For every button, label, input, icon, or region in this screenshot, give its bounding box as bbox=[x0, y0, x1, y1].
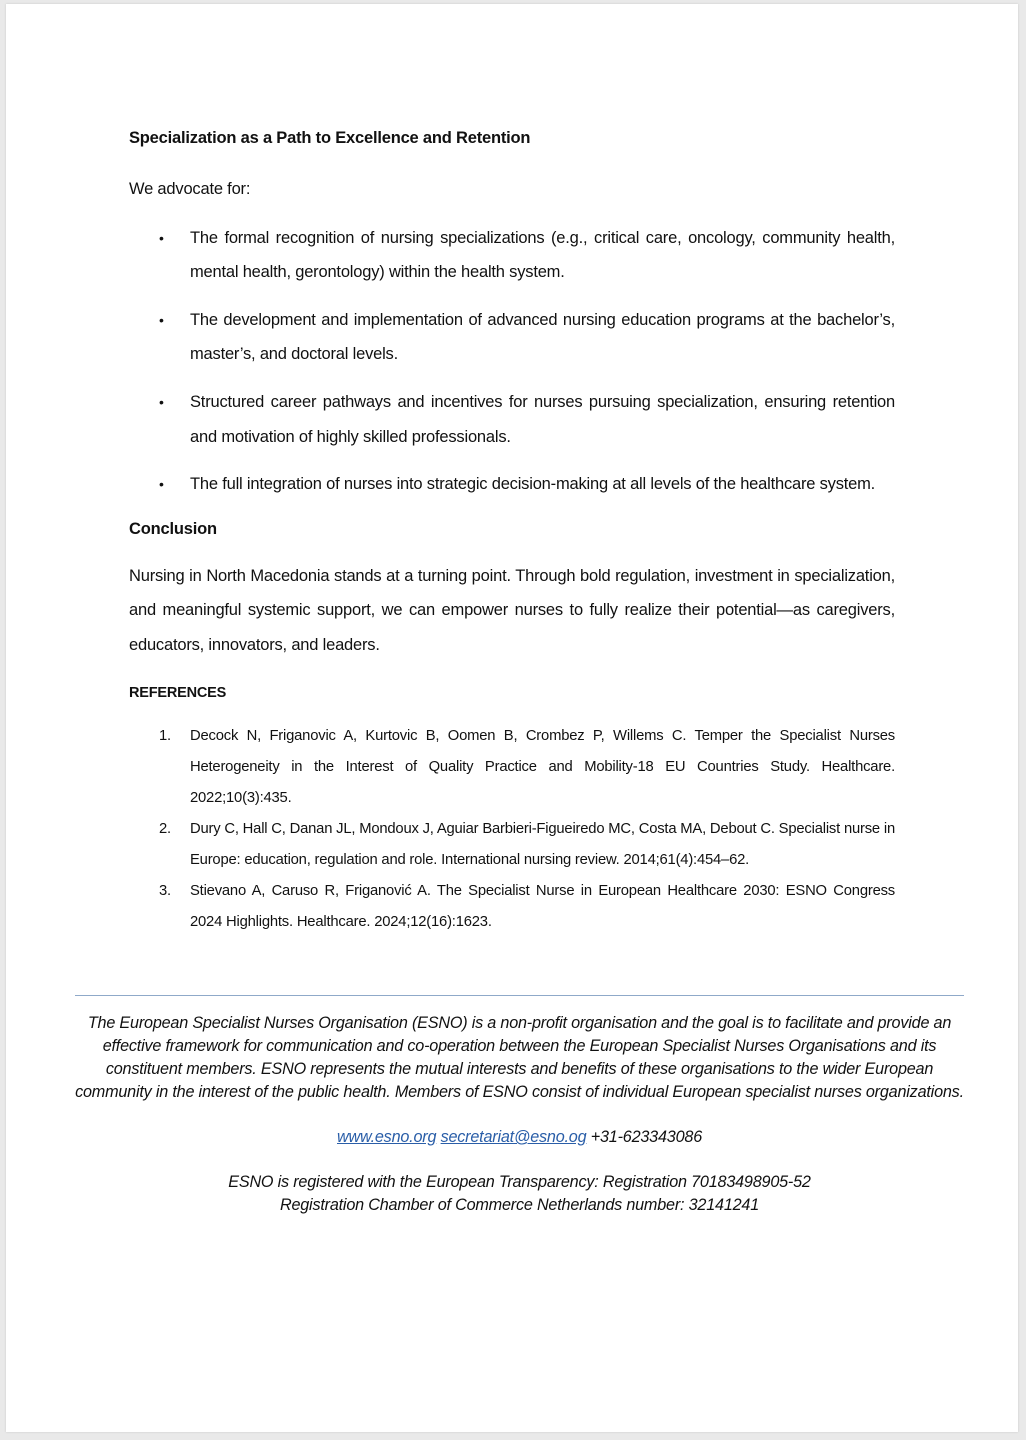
bullet-icon: • bbox=[159, 229, 164, 246]
footer-about-text: The European Specialist Nurses Organisation (ESNO) is a non-profit organisation and the goal is to facilitate and provide an effective framework for communication and co-operation between the European Specialist Nurses Organisations and its constituent members. ESNO represents the mutual interests and benefits of these organisations to the wider European community in the interest of the public health. Members of ESNO consist of individual European specialist nurses organizations. bbox=[75, 1014, 964, 1101]
references-heading: REFERENCES bbox=[129, 684, 227, 701]
reference-item bbox=[129, 721, 895, 814]
advocacy-item bbox=[129, 385, 895, 454]
footer-divider bbox=[75, 995, 964, 996]
section-heading: Specialization as a Path to Excellence and Retention bbox=[129, 129, 531, 147]
conclusion-heading: Conclusion bbox=[129, 519, 217, 538]
email-link[interactable]: secretariat@esno.og bbox=[440, 1128, 587, 1146]
advocacy-item-text: Structured career pathways and incentives for nurses pursuing specialization, ensuring retention and motivation of highly skilled professionals. bbox=[190, 392, 895, 446]
chamber-registration: Registration Chamber of Commerce Netherlands number: 32141241 bbox=[279, 1196, 760, 1214]
reference-number: 2. bbox=[159, 821, 171, 838]
document-page bbox=[6, 4, 1018, 1432]
advocacy-item-text: The development and implementation of advanced nursing education programs at the bachelor’s, master’s, and doctoral levels. bbox=[190, 310, 895, 364]
bullet-icon: • bbox=[159, 393, 164, 410]
advocacy-list bbox=[129, 221, 895, 502]
references-list bbox=[129, 721, 895, 938]
reference-text: Dury C, Hall C, Danan JL, Mondoux J, Aguiar Barbieri-Figueiredo MC, Costa MA, Debout C. Specialist nurse in Europe: education, regulation and role. International nursing review. 2014;61(4):454–62. bbox=[190, 821, 895, 869]
bullet-icon: • bbox=[159, 476, 164, 493]
conclusion-text: Nursing in North Macedonia stands at a turning point. Through bold regulation, investment in specialization, and meaningful systemic support, we can empower nurses to fully realize their potential—as caregivers, educators, innovators, and leaders. bbox=[129, 566, 895, 654]
website-link[interactable]: www.esno.org bbox=[337, 1128, 437, 1146]
advocacy-item bbox=[129, 221, 895, 290]
advocacy-item bbox=[129, 303, 895, 372]
document-body bbox=[129, 124, 895, 938]
footer-contacts bbox=[75, 1126, 964, 1149]
phone-number: +31-623343086 bbox=[590, 1128, 702, 1146]
reference-number: 1. bbox=[159, 728, 171, 745]
footer-registration bbox=[75, 1171, 964, 1217]
reference-number: 3. bbox=[159, 883, 171, 900]
bullet-icon: • bbox=[159, 311, 164, 328]
reference-text: Stievano A, Caruso R, Friganović A. The Specialist Nurse in European Healthcare 2030: ESNO Congress 2024 Highlights. Healthcare. 2024;12(16):1623. bbox=[190, 883, 895, 931]
advocacy-item-text: The full integration of nurses into strategic decision-making at all levels of the healthcare system. bbox=[190, 475, 876, 494]
reference-text: Decock N, Friganovic A, Kurtovic B, Oomen B, Crombez P, Willems C. Temper the Specialist Nurses Heterogeneity in the Interest of Quality Practice and Mobility-18 EU Countries Study. Healthcare. 2022;10(3):435. bbox=[190, 728, 895, 807]
reference-item bbox=[129, 814, 895, 876]
page-footer bbox=[75, 1012, 964, 1217]
advocacy-intro: We advocate for: bbox=[129, 180, 251, 198]
advocacy-item bbox=[129, 467, 895, 502]
reference-item bbox=[129, 876, 895, 938]
transparency-registration: ESNO is registered with the European Transparency: Registration 70183498905-52 bbox=[228, 1173, 811, 1191]
advocacy-item-text: The formal recognition of nursing specializations (e.g., critical care, oncology, community health, mental health, gerontology) within the health system. bbox=[190, 228, 895, 282]
